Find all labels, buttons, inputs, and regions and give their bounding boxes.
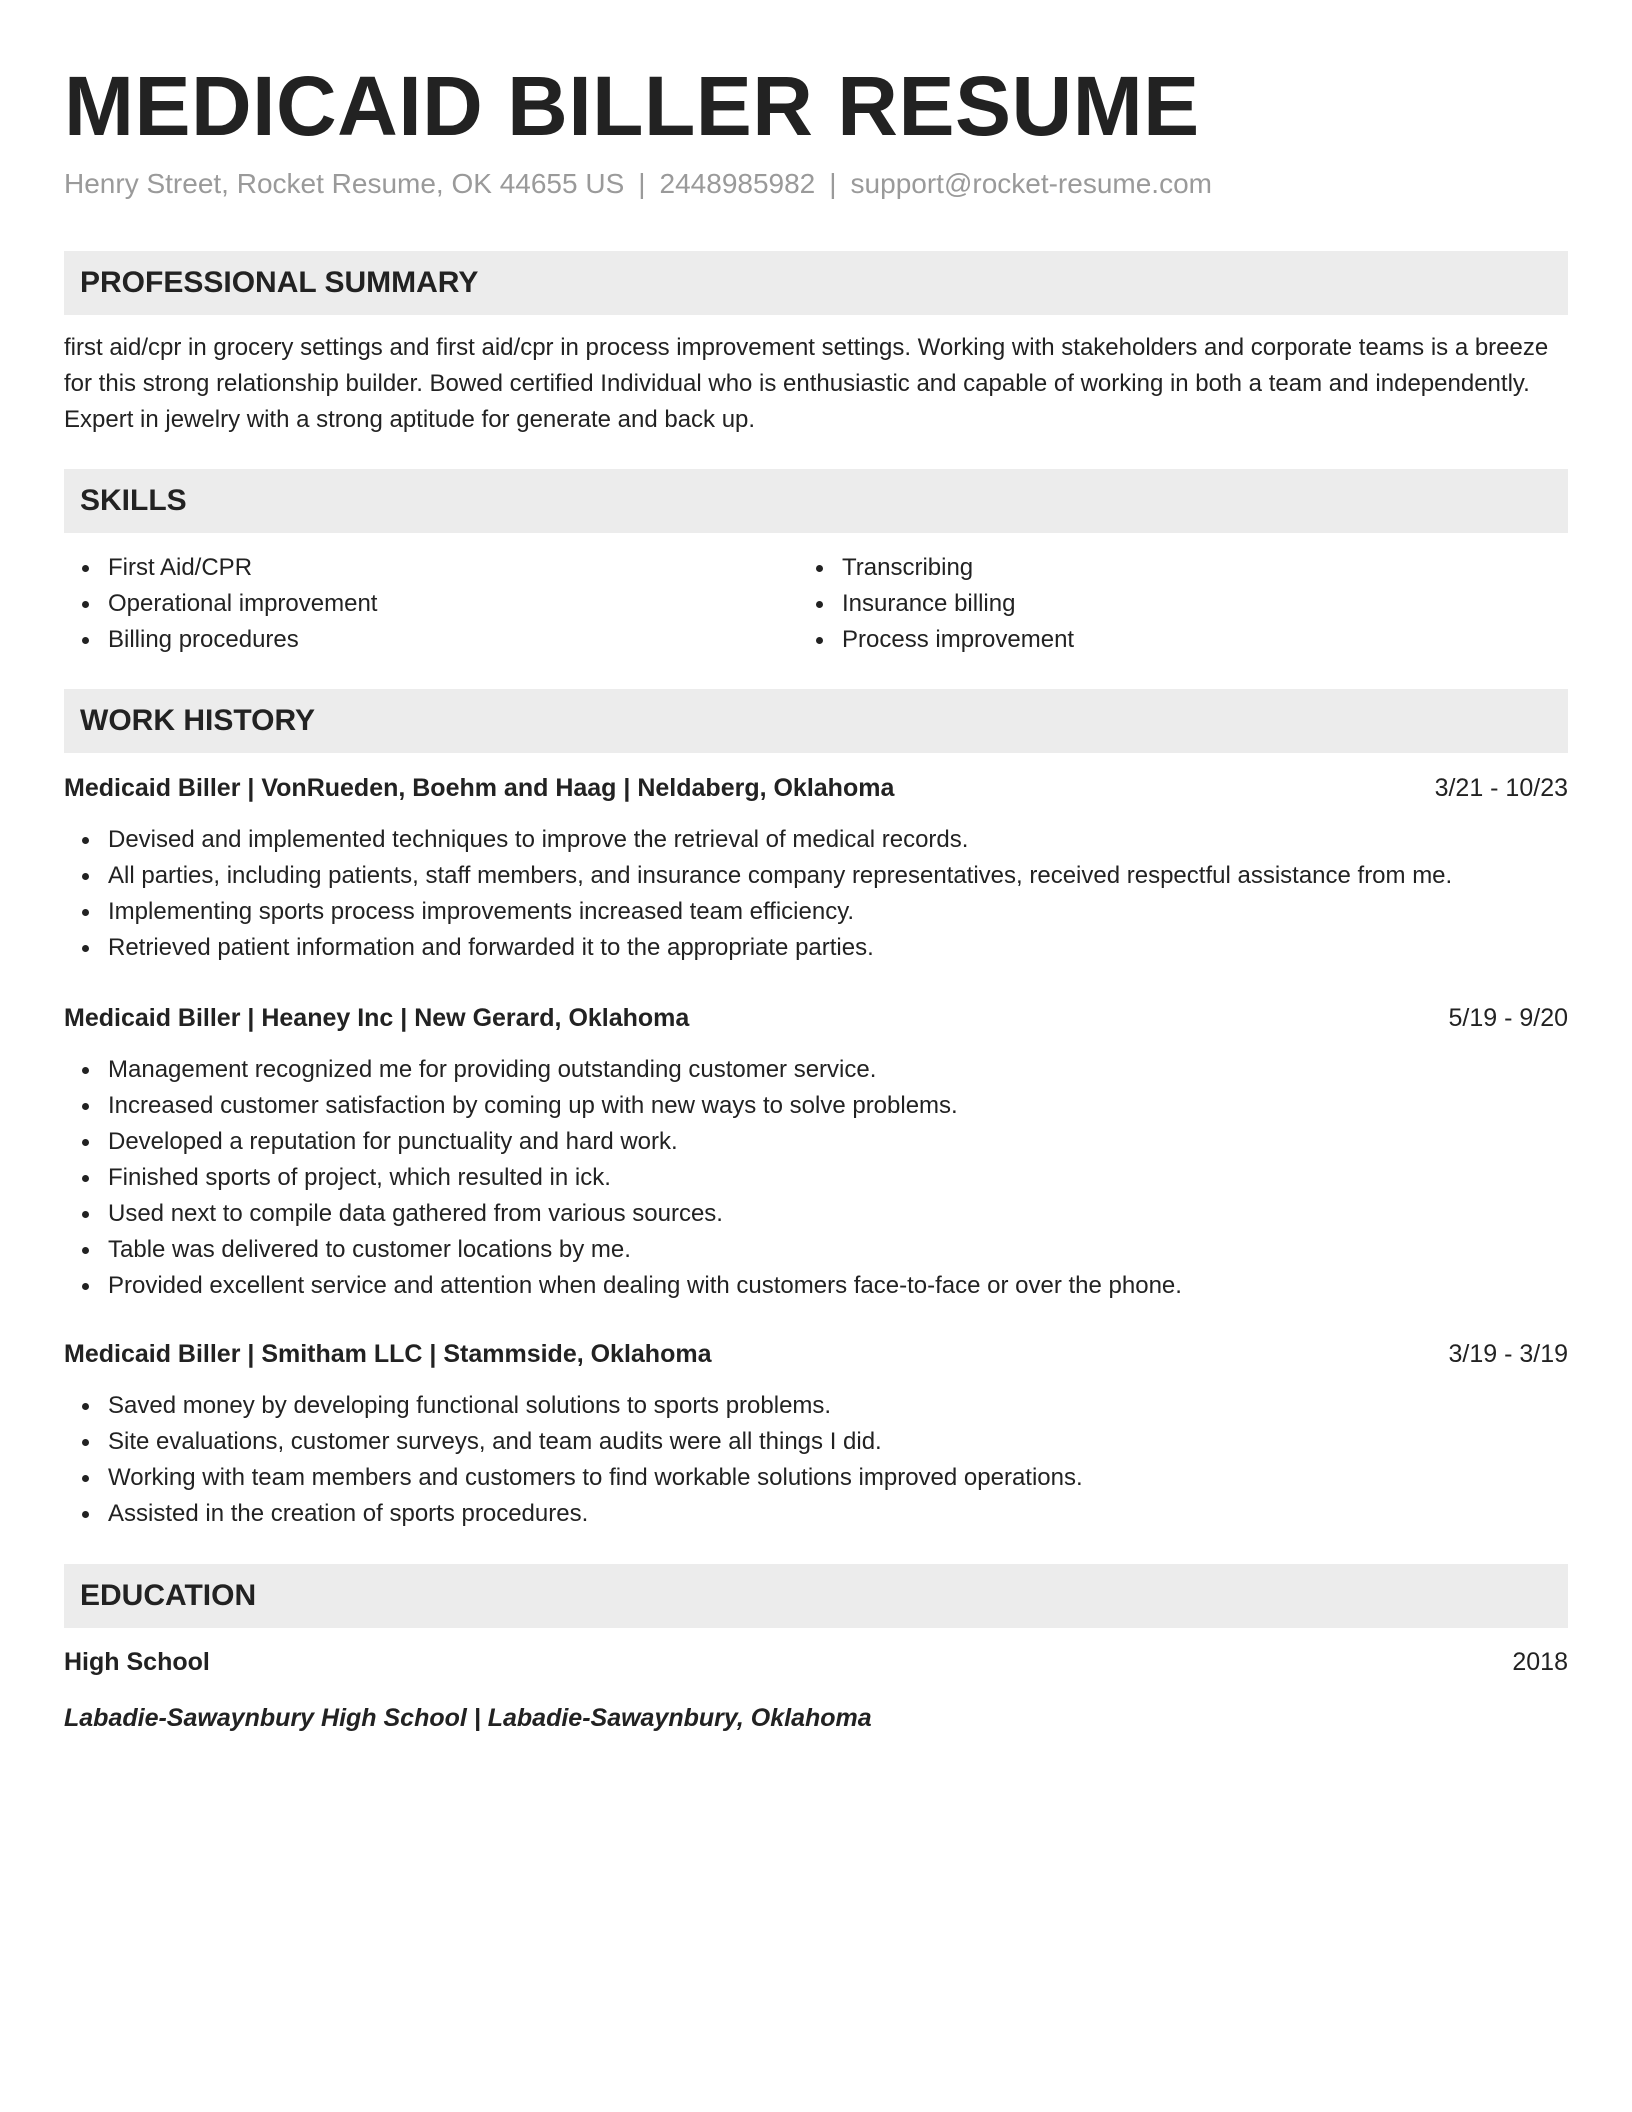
skill-item: Insurance billing bbox=[798, 586, 1498, 622]
job-bullet: Devised and implemented techniques to improve the retrieval of medical records. bbox=[64, 822, 1568, 858]
skills-list-left bbox=[64, 550, 764, 658]
skill-item: Billing procedures bbox=[64, 622, 764, 658]
job-bullets bbox=[64, 822, 1568, 966]
job-bullet: Used next to compile data gathered from various sources. bbox=[64, 1196, 1568, 1232]
contact-email: support@rocket-resume.com bbox=[850, 168, 1212, 199]
skill-item: First Aid/CPR bbox=[64, 550, 764, 586]
job-title: Medicaid Biller | Smitham LLC | Stammside, Oklahoma bbox=[64, 1340, 712, 1368]
job-bullet: Developed a reputation for punctuality and hard work. bbox=[64, 1124, 1568, 1160]
job-header bbox=[64, 1336, 1568, 1372]
contact-separator: | bbox=[638, 168, 646, 199]
summary-text: first aid/cpr in grocery settings and first aid/cpr in process improvement settings. Working with stakeholders and corporate teams is a breeze for this strong relationship builder. Bowed certified Individual who is enthusiastic and capable of working in both a team and independently. Expert in jewelry with a strong aptitude for generate and back up. bbox=[64, 334, 1549, 433]
job-bullet: All parties, including patients, staff members, and insurance company representatives, received respectful assistance from me. bbox=[64, 858, 1568, 894]
skill-item: Transcribing bbox=[798, 550, 1498, 586]
job-bullet: Finished sports of project, which resulted in ick. bbox=[64, 1160, 1568, 1196]
section-heading-skills: SKILLS bbox=[64, 469, 1568, 533]
contact-line bbox=[64, 164, 1212, 204]
section-heading-summary: PROFESSIONAL SUMMARY bbox=[64, 251, 1568, 315]
education-school: Labadie-Sawaynbury High School | Labadie-Sawaynbury, Oklahoma bbox=[64, 1704, 872, 1732]
job-bullet: Retrieved patient information and forwarded it to the appropriate parties. bbox=[64, 930, 1568, 966]
job-bullet: Provided excellent service and attention when dealing with customers face-to-face or over the phone. bbox=[64, 1268, 1568, 1304]
education-degree: High School bbox=[64, 1648, 210, 1676]
job-bullet: Management recognized me for providing outstanding customer service. bbox=[64, 1052, 1568, 1088]
contact-separator: | bbox=[829, 168, 837, 199]
education-header bbox=[64, 1644, 1568, 1680]
section-heading-education: EDUCATION bbox=[64, 1564, 1568, 1628]
job-bullets bbox=[64, 1052, 1568, 1304]
job-title: Medicaid Biller | VonRueden, Boehm and Haag | Neldaberg, Oklahoma bbox=[64, 774, 895, 802]
job-bullet: Implementing sports process improvements increased team efficiency. bbox=[64, 894, 1568, 930]
contact-phone: 2448985982 bbox=[659, 168, 816, 199]
skill-item: Operational improvement bbox=[64, 586, 764, 622]
skill-item: Process improvement bbox=[798, 622, 1498, 658]
job-dates: 3/19 - 3/19 bbox=[1448, 1340, 1568, 1368]
job-title: Medicaid Biller | Heaney Inc | New Gerard, Oklahoma bbox=[64, 1004, 690, 1032]
job-bullet: Table was delivered to customer locations by me. bbox=[64, 1232, 1568, 1268]
job-bullet: Assisted in the creation of sports procedures. bbox=[64, 1496, 1568, 1532]
job-bullet: Working with team members and customers to find workable solutions improved operations. bbox=[64, 1460, 1568, 1496]
skills-list-right bbox=[798, 550, 1498, 658]
job-dates: 3/21 - 10/23 bbox=[1434, 774, 1568, 802]
job-bullet: Saved money by developing functional solutions to sports problems. bbox=[64, 1388, 1568, 1424]
job-bullet: Increased customer satisfaction by coming up with new ways to solve problems. bbox=[64, 1088, 1568, 1124]
job-bullets bbox=[64, 1388, 1568, 1532]
contact-address: Henry Street, Rocket Resume, OK 44655 US bbox=[64, 168, 625, 199]
section-heading-work-history: WORK HISTORY bbox=[64, 689, 1568, 753]
job-header bbox=[64, 770, 1568, 806]
job-header bbox=[64, 1000, 1568, 1036]
job-bullet: Site evaluations, customer surveys, and team audits were all things I did. bbox=[64, 1424, 1568, 1460]
education-year: 2018 bbox=[1512, 1648, 1568, 1676]
job-dates: 5/19 - 9/20 bbox=[1448, 1004, 1568, 1032]
resume-title: MEDICAID BILLER RESUME bbox=[64, 59, 1200, 153]
